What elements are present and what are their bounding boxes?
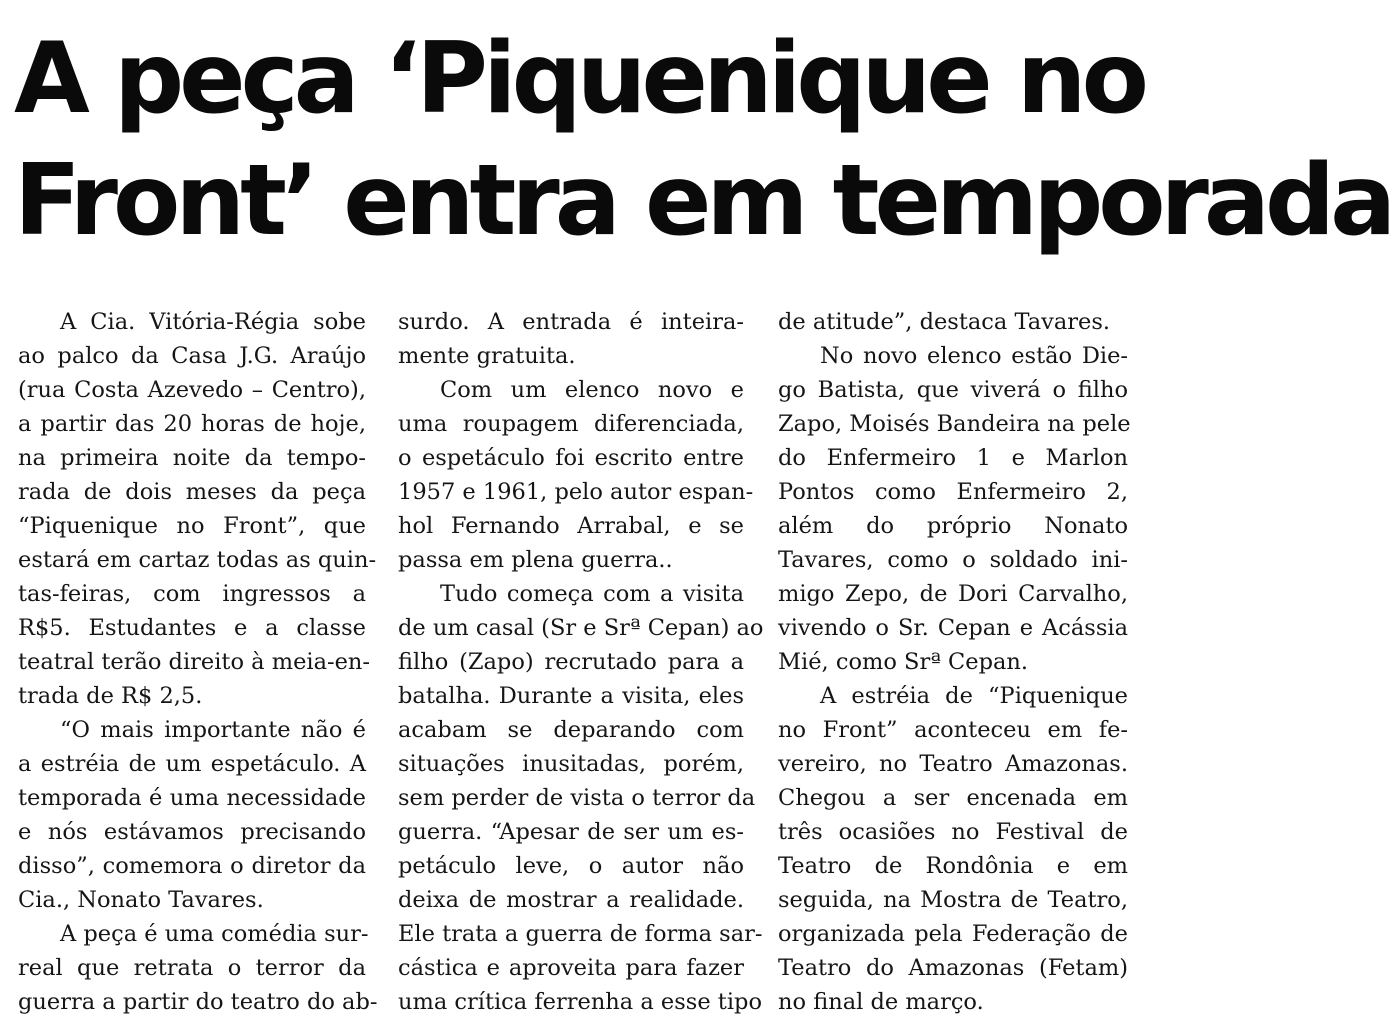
- text-line: na primeira noite da tempo-: [18, 445, 366, 471]
- text-line: de um casal (Sr e Srª Cepan) ao: [398, 615, 764, 641]
- text-line: (rua Costa Azevedo – Centro),: [18, 377, 366, 403]
- text-line: Cia., Nonato Tavares.: [18, 887, 264, 913]
- text-line: uma roupagem diferenciada,: [398, 411, 744, 437]
- text-line: petáculo leve, o autor não: [398, 853, 744, 879]
- text-line: migo Zepo, de Dori Carvalho,: [778, 581, 1128, 607]
- text-line: acabam se deparando com: [398, 717, 744, 743]
- text-line: filho (Zapo) recrutado para a: [398, 649, 744, 675]
- text-line: A estréia de “Piquenique: [820, 683, 1128, 709]
- text-line: ao palco da Casa J.G. Araújo: [18, 343, 366, 369]
- headline-line-1: A peça ‘Piquenique no: [14, 22, 1144, 136]
- text-line: real que retrata o terror da: [18, 955, 366, 981]
- text-line: A Cia. Vitória-Régia sobe: [60, 309, 366, 335]
- text-line: a estréia de um espetáculo. A: [18, 751, 366, 777]
- text-line: além do próprio Nonato: [778, 513, 1128, 539]
- text-line: “Piquenique no Front”, que: [18, 513, 366, 539]
- text-line: “O mais importante não é: [60, 717, 366, 743]
- text-line: go Batista, que viverá o filho: [778, 377, 1128, 403]
- text-line: A peça é uma comédia sur-: [60, 921, 369, 947]
- text-line: situações inusitadas, porém,: [398, 751, 744, 777]
- text-line: estará em cartaz todas as quin-: [18, 547, 377, 573]
- text-line: Tudo começa com a visita: [440, 581, 744, 607]
- text-line: de atitude”, destaca Tavares.: [778, 309, 1111, 335]
- text-line: Mié, como Srª Cepan.: [778, 649, 1029, 675]
- text-line: o espetáculo foi escrito entre: [398, 445, 744, 471]
- article-body: [0, 305, 1145, 1015]
- text-line: organizada pela Federação de: [778, 921, 1128, 947]
- text-line: Tavares, como o soldado ini-: [778, 547, 1128, 573]
- text-line: do Enfermeiro 1 e Marlon: [778, 445, 1128, 471]
- text-line: uma crítica ferrenha a esse tipo: [398, 989, 762, 1015]
- text-line: guerra a partir do teatro do ab-: [18, 989, 378, 1015]
- text-line: vereiro, no Teatro Amazonas.: [778, 751, 1128, 777]
- text-line: Teatro de Rondônia e em: [778, 853, 1128, 879]
- text-line: sem perder de vista o terror da: [398, 785, 756, 811]
- text-column-3: [778, 305, 1131, 1019]
- text-line: disso”, comemora o diretor da: [18, 853, 366, 879]
- text-line: vivendo o Sr. Cepan e Acássia: [778, 615, 1128, 641]
- text-line: tas-feiras, com ingressos a: [18, 581, 366, 607]
- text-column-2: [398, 305, 764, 1019]
- text-line: no Front” aconteceu em fe-: [778, 717, 1128, 743]
- text-line: rada de dois meses da peça: [18, 479, 366, 505]
- text-line: Chegou a ser encenada em: [778, 785, 1128, 811]
- text-line: três ocasiões no Festival de: [778, 819, 1128, 845]
- text-line: passa em plena guerra..: [398, 547, 673, 573]
- text-line: teatral terão direito à meia-en-: [18, 649, 371, 675]
- text-line: No novo elenco estão Die-: [820, 343, 1128, 369]
- text-line: Ele trata a guerra de forma sar-: [398, 921, 763, 947]
- text-line: temporada é uma necessidade: [18, 785, 366, 811]
- text-line: 1957 e 1961, pelo autor espan-: [398, 479, 754, 505]
- text-line: batalha. Durante a visita, eles: [398, 683, 744, 709]
- text-line: deixa de mostrar a realidade.: [398, 887, 744, 913]
- text-line: Zapo, Moisés Bandeira na pele: [778, 411, 1131, 437]
- text-column-1: [18, 305, 378, 1019]
- text-line: guerra. “Apesar de ser um es-: [398, 819, 744, 845]
- text-line: mente gratuita.: [398, 343, 576, 369]
- text-line: e nós estávamos precisando: [18, 819, 366, 845]
- text-line: R$5. Estudantes e a classe: [18, 615, 366, 641]
- text-line: cástica e aproveita para fazer: [398, 955, 744, 981]
- text-line: surdo. A entrada é inteira-: [398, 309, 744, 335]
- headline-line-2: Front’ entra em temporada: [14, 144, 1391, 258]
- text-line: Com um elenco novo e: [440, 377, 744, 403]
- text-line: hol Fernando Arrabal, e se: [398, 513, 744, 539]
- text-line: a partir das 20 horas de hoje,: [18, 411, 366, 437]
- text-line: Teatro do Amazonas (Fetam): [778, 955, 1128, 981]
- headline: [14, 18, 1391, 262]
- text-line: trada de R$ 2,5.: [18, 683, 203, 709]
- text-line: no final de março.: [778, 989, 984, 1015]
- text-line: Pontos como Enfermeiro 2,: [778, 479, 1128, 505]
- text-line: seguida, na Mostra de Teatro,: [778, 887, 1128, 913]
